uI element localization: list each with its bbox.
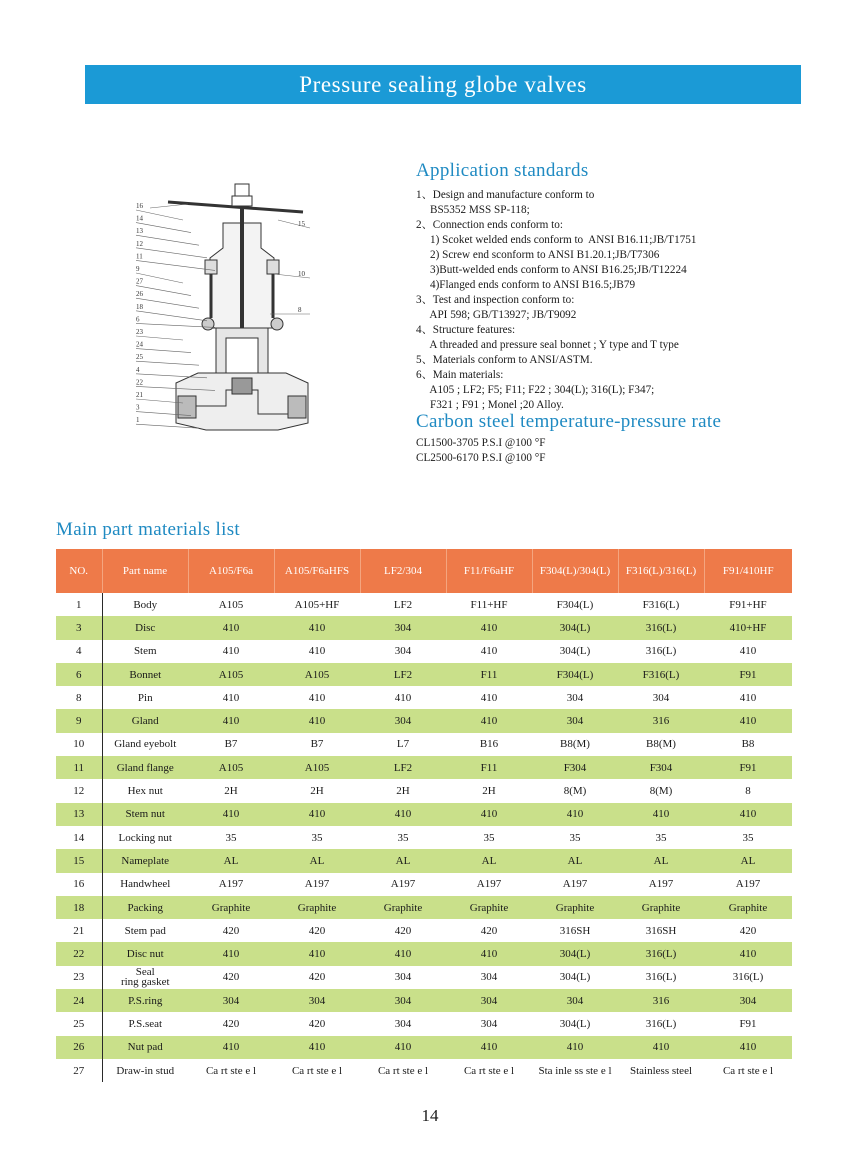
table-row: [56, 1036, 792, 1059]
material-cell: 410: [188, 803, 274, 826]
material-cell: 304: [274, 989, 360, 1012]
callout-label: 27: [136, 277, 143, 286]
material-cell: 410: [188, 616, 274, 639]
material-cell: F91: [704, 663, 792, 686]
material-cell: 420: [308, 971, 326, 984]
part-name-cell: Handwheel: [120, 878, 171, 891]
part-name-cell: P.S.seat: [128, 1017, 163, 1030]
part-name-cell: Disc nut: [102, 942, 188, 965]
material-cell: 316SH: [559, 924, 591, 937]
callout-leader: [136, 273, 183, 283]
callout-leader: [136, 248, 207, 261]
table-row: [56, 1012, 792, 1035]
standards-line: 1) Scoket welded ends conform to ANSI B16.11;JB/T1751: [416, 234, 697, 246]
part-number-cell: 9: [56, 709, 102, 732]
material-cell: 316(L): [618, 616, 704, 639]
standards-line: 1、Design and manufacture conform to: [416, 189, 595, 201]
material-cell: F316(L): [618, 663, 704, 686]
material-cell: AL: [618, 849, 704, 872]
table-row: [56, 593, 792, 616]
material-cell: 410: [480, 645, 498, 658]
material-cell: 304: [394, 645, 412, 658]
material-cell: 304: [394, 971, 412, 984]
application-standards-section: [416, 160, 816, 413]
material-cell: 35: [742, 831, 754, 844]
material-cell: 420: [739, 924, 757, 937]
material-cell: B8: [741, 738, 755, 751]
material-cell: 410: [446, 1036, 532, 1059]
callout-leader: [136, 286, 191, 299]
part-name-cell: Disc: [102, 616, 188, 639]
material-cell: 2H: [310, 785, 324, 798]
material-cell: 304: [446, 989, 532, 1012]
material-cell: 304(L): [532, 942, 618, 965]
callout-label: 8: [298, 306, 302, 314]
material-cell: Graphite: [532, 896, 618, 919]
material-cell: 35: [483, 831, 495, 844]
application-standards-heading: Application standards: [416, 160, 589, 181]
part-name-multiline: Seal ring gasket: [120, 965, 170, 988]
part-number-cell: 3: [56, 616, 102, 639]
material-cell: 410: [446, 616, 532, 639]
table-row: [56, 919, 792, 942]
material-cell: 410: [394, 691, 412, 704]
part-name-cell: Nameplate: [102, 849, 188, 872]
material-cell: A197: [390, 878, 416, 891]
callout-leader: [136, 210, 183, 220]
material-cell: 410: [188, 709, 274, 732]
table-row: [56, 942, 792, 965]
table-row: [56, 989, 792, 1012]
part-number-cell: 22: [56, 942, 102, 965]
material-cell: 304(L): [532, 616, 618, 639]
material-cell: 410: [704, 1036, 792, 1059]
material-cell: 35: [397, 831, 409, 844]
callout-label: 24: [136, 340, 143, 349]
material-cell: 410: [618, 803, 704, 826]
material-cell: 304: [188, 989, 274, 1012]
standards-line: BS5352 MSS SP-118;: [416, 204, 530, 216]
material-cell: AL: [188, 849, 274, 872]
part-number-cell: 16: [56, 873, 102, 896]
material-cell: 316SH: [645, 924, 677, 937]
material-cell: B7: [224, 738, 238, 751]
callout-leader: [136, 235, 199, 245]
material-cell: LF2: [360, 663, 446, 686]
material-cell: 35: [225, 831, 237, 844]
part-name-cell: Nut pad: [102, 1036, 188, 1059]
standards-line: A threaded and pressure seal bonnet ; Y type and T type: [416, 339, 679, 351]
material-cell: 304: [704, 989, 792, 1012]
material-cell: B8(M): [560, 738, 590, 751]
materials-list-heading: Main part materials list: [56, 519, 240, 540]
callout-leader: [136, 298, 199, 308]
material-cell: AL: [274, 849, 360, 872]
material-cell: 410: [618, 1036, 704, 1059]
callout-label: 4: [136, 365, 140, 374]
part-name-cell: Locking nut: [118, 831, 172, 844]
material-cell: 35: [311, 831, 323, 844]
callout-label: 1: [136, 416, 140, 425]
standards-line: 5、Materials conform to ANSI/ASTM.: [416, 354, 593, 366]
column-header: LF2/304: [360, 549, 446, 593]
callout-label: 3: [136, 403, 140, 412]
standards-line: A105 ; LF2; F5; F11; F22 ; 304(L); 316(L); F347;: [416, 384, 655, 396]
callout-leader: [136, 336, 183, 340]
part-number-cell: 26: [56, 1036, 102, 1059]
part-number-cell: 18: [56, 896, 102, 919]
table-row: [56, 803, 792, 826]
material-cell: 316(L): [645, 645, 677, 658]
part-number-cell: 13: [56, 803, 102, 826]
part-name-cell: P.S.ring: [102, 989, 188, 1012]
part-name-cell: Gland flange: [102, 756, 188, 779]
material-cell: 420: [394, 924, 412, 937]
table-row: [56, 756, 792, 779]
part-number-cell: 6: [56, 663, 102, 686]
title-banner: [85, 65, 801, 104]
part-name-cell: Packing: [102, 896, 188, 919]
material-cell: 410: [532, 803, 618, 826]
material-cell: 410: [704, 942, 792, 965]
material-cell: 420: [222, 1017, 240, 1030]
material-cell: 304: [532, 709, 618, 732]
table-row: [56, 686, 792, 709]
callout-leader: [278, 220, 310, 228]
part-number-cell: 10: [56, 733, 102, 756]
material-cell: 410: [532, 1036, 618, 1059]
material-cell: 316: [618, 989, 704, 1012]
material-cell: Graphite: [188, 896, 274, 919]
material-cell: 410: [188, 1036, 274, 1059]
material-cell: 410+HF: [704, 616, 792, 639]
material-cell: 2H: [482, 785, 496, 798]
material-cell: 410: [274, 616, 360, 639]
table-row: [56, 849, 792, 872]
material-cell: AL: [532, 849, 618, 872]
part-number-cell: 25: [56, 1012, 102, 1035]
materials-table: [56, 549, 792, 1082]
material-cell: 35: [569, 831, 581, 844]
material-cell: 304: [360, 989, 446, 1012]
material-cell: Ca rt ste e l: [377, 1064, 429, 1077]
material-cell: 316(L): [732, 971, 764, 984]
material-cell: F304: [532, 756, 618, 779]
material-cell: F11+HF: [470, 598, 508, 611]
material-cell: Graphite: [704, 896, 792, 919]
column-header: NO.: [56, 549, 102, 593]
material-cell: 304(L): [559, 645, 591, 658]
callout-label: 18: [136, 302, 143, 311]
column-header: Part name: [102, 549, 188, 593]
callout-label: 10: [298, 270, 305, 278]
material-cell: 410: [308, 645, 326, 658]
material-cell: 304: [394, 1017, 412, 1030]
part-number-cell: 23: [56, 966, 102, 989]
callout-label: 16: [136, 202, 143, 210]
material-cell: 420: [222, 971, 240, 984]
material-cell: 8: [745, 785, 751, 798]
material-cell: 420: [480, 924, 498, 937]
material-cell: 410: [446, 709, 532, 732]
material-cell: 410: [188, 942, 274, 965]
material-cell: A105: [188, 663, 274, 686]
part-name-cell: Hex nut: [127, 785, 163, 798]
material-cell: 410: [704, 709, 792, 732]
callout-leader: [136, 361, 199, 365]
standards-line: 4)Flanged ends conform to ANSI B16.5;JB79: [416, 279, 636, 291]
material-cell: 2H: [224, 785, 238, 798]
valve-cross-section-drawing: [128, 178, 350, 440]
part-name-cell: Bonnet: [102, 663, 188, 686]
callout-label: 23: [136, 328, 143, 336]
material-cell: Ca rt ste e l: [463, 1064, 515, 1077]
part-number-cell: 21: [56, 919, 102, 942]
material-cell: Graphite: [274, 896, 360, 919]
table-row: [56, 779, 792, 802]
material-cell: 410: [222, 691, 240, 704]
standards-line: API 598; GB/T13927; JB/T9092: [416, 309, 577, 321]
application-standards-list: [416, 188, 816, 413]
part-name-cell: Draw-in stud: [116, 1064, 175, 1077]
table-body: [56, 593, 792, 1082]
rate-line: CL1500-3705 P.S.I @100 °F: [416, 437, 546, 449]
material-cell: F304: [618, 756, 704, 779]
material-cell: 316(L): [618, 942, 704, 965]
page-title: Pressure sealing globe valves: [299, 72, 587, 97]
standards-line: 3)Butt-welded ends conform to ANSI B16.25;JB/T12224: [416, 264, 687, 276]
material-cell: A197: [476, 878, 502, 891]
temperature-pressure-list: [416, 436, 545, 466]
table-row: [56, 966, 792, 989]
material-cell: 410: [360, 1036, 446, 1059]
part-number-cell: 8: [56, 686, 102, 709]
material-cell: 304: [480, 1017, 498, 1030]
material-cell: 316: [618, 709, 704, 732]
material-cell: F91: [704, 756, 792, 779]
column-header: F11/F6aHF: [446, 549, 532, 593]
material-cell: 304(L): [559, 1017, 591, 1030]
rate-line: CL2500-6170 P.S.I @100 °F: [416, 452, 546, 464]
material-cell: Sta inle ss ste e l: [538, 1064, 612, 1077]
material-cell: A105: [218, 598, 244, 611]
material-cell: 410: [274, 803, 360, 826]
table-row: [56, 709, 792, 732]
material-cell: A197: [304, 878, 330, 891]
part-number-cell: 12: [56, 779, 102, 802]
material-cell: AL: [704, 849, 792, 872]
callout-leader: [136, 349, 191, 353]
material-cell: F316(L): [642, 598, 680, 611]
material-cell: 304: [360, 616, 446, 639]
material-cell: 410: [446, 803, 532, 826]
material-cell: 420: [222, 924, 240, 937]
material-cell: Graphite: [360, 896, 446, 919]
material-cell: LF2: [393, 598, 413, 611]
callout-leader: [136, 223, 191, 236]
material-cell: Graphite: [446, 896, 532, 919]
material-cell: 8(M): [563, 785, 587, 798]
part-name-cell: Body: [133, 598, 158, 611]
material-cell: Ca rt ste e l: [205, 1064, 257, 1077]
callout-label: 6: [136, 315, 140, 324]
part-name-cell: [102, 966, 188, 989]
part-number-cell: 1: [56, 593, 102, 616]
material-cell: 304: [480, 971, 498, 984]
material-cell: A197: [562, 878, 588, 891]
column-header: F91/410HF: [704, 549, 792, 593]
material-cell: 304(L): [559, 971, 591, 984]
material-cell: 410: [274, 709, 360, 732]
material-cell: F91: [739, 1017, 757, 1030]
material-cell: 304: [532, 989, 618, 1012]
part-name-cell: Stem pad: [124, 924, 166, 937]
part-name-cell: Gland eyebolt: [114, 738, 177, 751]
temperature-pressure-heading: Carbon steel temperature-pressure rate: [416, 411, 722, 432]
material-cell: B7: [310, 738, 324, 751]
standards-line: 2、Connection ends conform to:: [416, 219, 563, 231]
material-cell: A197: [735, 878, 761, 891]
callout-label: 15: [298, 220, 305, 228]
standards-line: 3、Test and inspection conform to:: [416, 294, 575, 306]
column-header: F304(L)/304(L): [532, 549, 618, 593]
part-number-cell: 27: [56, 1059, 102, 1082]
material-cell: AL: [446, 849, 532, 872]
callout-label: 14: [136, 214, 143, 223]
part-number-cell: 11: [56, 756, 102, 779]
callout-leader: [136, 311, 207, 324]
material-cell: Stainless steel: [629, 1064, 693, 1077]
part-number-cell: 15: [56, 849, 102, 872]
part-number-cell: 4: [56, 640, 102, 663]
callout-label: 12: [136, 239, 143, 248]
material-cell: 410: [274, 1036, 360, 1059]
material-cell: 410: [704, 803, 792, 826]
column-header: A105/F6a: [188, 549, 274, 593]
material-cell: 304: [566, 691, 584, 704]
material-cell: 410: [739, 645, 757, 658]
callout-label: 22: [136, 378, 143, 387]
material-cell: 410: [446, 942, 532, 965]
table-row: [56, 873, 792, 896]
material-cell: Graphite: [618, 896, 704, 919]
part-name-cell: Stem nut: [102, 803, 188, 826]
table-row: [56, 826, 792, 849]
callout-label: 26: [136, 290, 143, 299]
column-header: A105/F6aHFS: [274, 549, 360, 593]
material-cell: 410: [480, 691, 498, 704]
material-cell: 410: [222, 645, 240, 658]
table-row: [56, 896, 792, 919]
standards-line: F321 ; F91 ; Monel ;20 Alloy.: [416, 399, 564, 411]
material-cell: Ca rt ste e l: [722, 1064, 774, 1077]
material-cell: 316(L): [645, 1017, 677, 1030]
material-cell: 2H: [396, 785, 410, 798]
material-cell: 420: [308, 924, 326, 937]
table-row: [56, 616, 792, 639]
material-cell: 304: [360, 709, 446, 732]
standards-line: 2) Screw end sconform to ANSI B1.20.1;JB/T7306: [416, 249, 660, 261]
material-cell: 410: [308, 691, 326, 704]
material-cell: 410: [360, 803, 446, 826]
callout-label: 9: [136, 265, 140, 273]
part-number-cell: 24: [56, 989, 102, 1012]
callout-label: 21: [136, 391, 143, 399]
material-cell: L7: [396, 738, 410, 751]
material-cell: A105+HF: [294, 598, 340, 611]
callout-label: 11: [136, 252, 143, 261]
callout-leader: [136, 260, 215, 270]
material-cell: 8(M): [649, 785, 673, 798]
material-cell: 410: [360, 942, 446, 965]
part-number-cell: 14: [56, 826, 102, 849]
material-cell: F304(L): [556, 598, 594, 611]
material-cell: A105: [188, 756, 274, 779]
table-row: [56, 663, 792, 686]
material-cell: F91+HF: [729, 598, 767, 611]
material-cell: A105: [274, 756, 360, 779]
part-name-cell: Stem: [133, 645, 157, 658]
material-cell: 410: [739, 691, 757, 704]
material-cell: LF2: [360, 756, 446, 779]
part-name-cell: Gland: [102, 709, 188, 732]
material-cell: A105: [274, 663, 360, 686]
material-cell: B8(M): [646, 738, 676, 751]
table-header-row: [56, 549, 792, 593]
callout-label: 13: [136, 227, 143, 236]
material-cell: 35: [655, 831, 667, 844]
part-name-cell: Pin: [137, 691, 153, 704]
material-cell: Ca rt ste e l: [291, 1064, 343, 1077]
material-cell: AL: [360, 849, 446, 872]
table-row: [56, 640, 792, 663]
material-cell: 420: [308, 1017, 326, 1030]
material-cell: 410: [274, 942, 360, 965]
table-row: [56, 1059, 792, 1082]
standards-line: 4、Structure features:: [416, 324, 516, 336]
material-cell: 304: [652, 691, 670, 704]
material-cell: F11: [446, 663, 532, 686]
column-header: F316(L)/316(L): [618, 549, 704, 593]
page-number: 14: [421, 1106, 439, 1125]
material-cell: 316(L): [645, 971, 677, 984]
material-cell: B16: [479, 738, 499, 751]
table-row: [56, 733, 792, 756]
material-cell: A197: [218, 878, 244, 891]
material-cell: A197: [648, 878, 674, 891]
material-cell: F304(L): [532, 663, 618, 686]
material-cell: F11: [446, 756, 532, 779]
standards-line: 6、Main materials:: [416, 369, 504, 381]
callout-label: 25: [136, 353, 143, 362]
